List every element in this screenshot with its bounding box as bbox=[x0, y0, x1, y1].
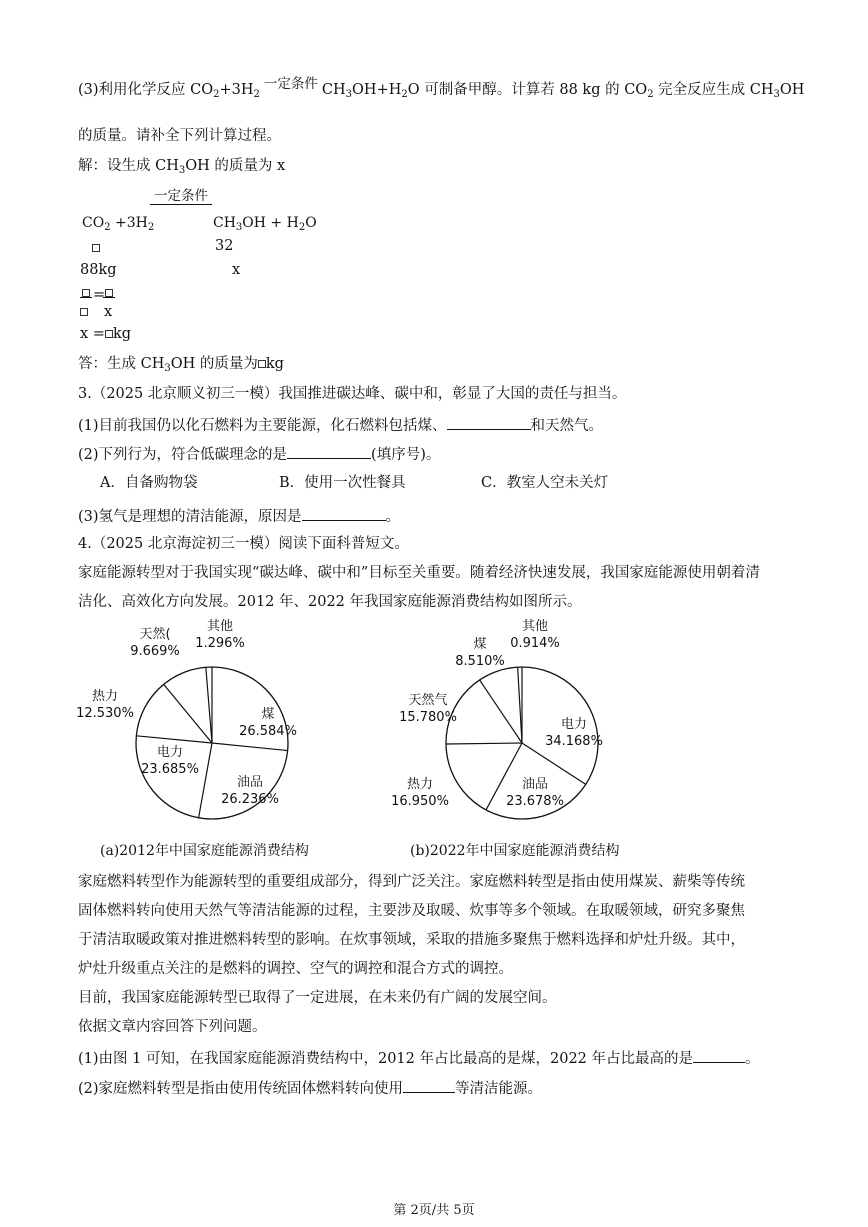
eq-left: $CO_2 +3H_2$ bbox=[82, 215, 155, 233]
slice-value-label: 34.168% bbox=[545, 734, 603, 749]
slice-label: 其他 bbox=[521, 619, 549, 634]
slice-label: 热力 bbox=[91, 689, 119, 704]
eq-right: $CH_3OH + H_2O$ bbox=[213, 215, 317, 233]
slice-value-label: 0.914% bbox=[510, 636, 560, 651]
pie-chart-2012 bbox=[60, 618, 420, 843]
slice-value-label: 8.510% bbox=[455, 654, 505, 669]
text: OH 的质量为 x bbox=[185, 158, 286, 174]
slice-value-label: 16.950% bbox=[391, 794, 449, 809]
text: (1)目前我国仍以化石燃料为主要能源，化石燃料包括煤、 bbox=[78, 418, 447, 434]
text: OH 的质量为 bbox=[170, 356, 258, 372]
text: 等清洁能源。 bbox=[455, 1081, 543, 1097]
q4-question1 bbox=[78, 1048, 760, 1068]
q4-para2-line3: 于清洁取暖政策对推进燃料转型的影响。在炊事领域，采取的措施多聚焦于燃料选择和炉灶升级。其中， bbox=[78, 932, 745, 948]
text: OH + H bbox=[242, 215, 299, 231]
text: CH bbox=[321, 82, 346, 98]
answer-blank[interactable] bbox=[403, 1078, 455, 1093]
text: (3)利用化学反应 CO bbox=[78, 82, 214, 98]
slice-label: 电力 bbox=[156, 745, 184, 760]
q4-para4: 依据文章内容回答下列问题。 bbox=[78, 1019, 267, 1035]
slice-label: 其他 bbox=[206, 619, 234, 634]
equals-sign: = bbox=[93, 287, 106, 303]
text: +3H bbox=[110, 215, 148, 231]
q4-para2-line4: 炉灶升级重点关注的是燃料的调控、空气的调控和混合方式的调控。 bbox=[78, 961, 513, 977]
text: 。 bbox=[385, 509, 401, 525]
text: CH bbox=[213, 215, 236, 231]
proportion-num-left bbox=[80, 285, 92, 298]
slice-value-label: 23.685% bbox=[141, 762, 199, 777]
text: OH bbox=[779, 82, 805, 98]
text: (2)下列行为，符合低碳理念的是 bbox=[78, 447, 288, 463]
text: 答：生成 CH bbox=[78, 356, 165, 372]
q3-sub3-line1: (3)利用化学反应 $CO_2+3H_2$ 一定条件 $CH_3OH+H_2O$ 可制备甲醇。计算若 88 kg 的 $CO_2$ 完全反应生成 $CH_3OH$ bbox=[78, 76, 805, 100]
x-result bbox=[80, 326, 131, 343]
slice-value-label: 12.530% bbox=[76, 706, 134, 721]
slice-value-label: 9.669% bbox=[130, 644, 180, 659]
text: 完全反应生成 CH bbox=[653, 82, 774, 98]
slice-value-label: 26.236% bbox=[221, 792, 279, 807]
text: O 可制备甲醇。计算若 88 kg 的 CO bbox=[407, 82, 648, 98]
slice-value-label: 23.678% bbox=[506, 794, 564, 809]
text: CO bbox=[82, 215, 105, 231]
slice-label: 油品 bbox=[521, 777, 549, 792]
option-a: A．自备购物袋 bbox=[100, 475, 198, 491]
proportion-den-right: x bbox=[104, 304, 113, 320]
q3-part2 bbox=[78, 444, 440, 464]
solution-intro: 解：设生成 $CH_3OH$ 的质量为 x bbox=[78, 158, 286, 176]
chart-caption-2012: (a)2012年中国家庭能源消费结构 bbox=[100, 843, 309, 859]
q3-part1 bbox=[78, 415, 603, 435]
slice-value-label: 15.780% bbox=[399, 710, 457, 725]
text: (2)家庭燃料转型是指由使用传统固体燃料转向使用 bbox=[78, 1081, 404, 1097]
answer-blank[interactable] bbox=[287, 444, 371, 459]
text: (填序号)。 bbox=[371, 447, 441, 463]
condition-text: 一定条件 bbox=[263, 76, 318, 92]
eq-condition: 一定条件 bbox=[150, 188, 212, 205]
slice-label: 油品 bbox=[236, 775, 264, 790]
text: x = bbox=[80, 326, 105, 342]
chart-caption-2022: (b)2022年中国家庭能源消费结构 bbox=[410, 843, 620, 859]
slice-label: 天然气 bbox=[408, 693, 448, 708]
text: kg bbox=[112, 326, 132, 342]
pie-chart-2022 bbox=[370, 618, 730, 843]
q3-sub3-line2: 的质量。请补全下列计算过程。 bbox=[78, 128, 281, 144]
slice-value-label: 1.296% bbox=[195, 636, 245, 651]
option-b: B．使用一次性餐具 bbox=[279, 475, 406, 491]
blank-box bbox=[92, 240, 100, 257]
mass-left: 88kg bbox=[80, 262, 117, 278]
q4-para2-line1: 家庭燃料转型作为能源转型的重要组成部分，得到广泛关注。家庭燃料转型是指由使用煤炭、薪柴等传统 bbox=[78, 874, 745, 890]
text: +3H bbox=[219, 82, 254, 98]
answer-line: 答：生成 $CH_3OH$ 的质量为 kg bbox=[78, 356, 284, 374]
slice-label: 电力 bbox=[560, 717, 588, 732]
text: kg bbox=[265, 356, 284, 372]
text: (3)氢气是理想的清洁能源，原因是 bbox=[78, 509, 302, 525]
slice-label: 天然( bbox=[139, 627, 171, 642]
q4-para1-line2: 洁化、高效化方向发展。2012 年、2022 年我国家庭能源消费结构如图所示。 bbox=[78, 594, 582, 610]
q4-para3: 目前，我国家庭能源转型已取得了一定进展，在未来仍有广阔的发展空间。 bbox=[78, 990, 557, 1006]
text: OH+H bbox=[352, 82, 402, 98]
q3-title: 3.（2025 北京顺义初三一模）我国推进碳达峰、碳中和，彰显了大国的责任与担当。 bbox=[78, 386, 627, 402]
slice-label: 煤 bbox=[473, 637, 487, 652]
q4-question2 bbox=[78, 1078, 542, 1098]
answer-blank[interactable] bbox=[302, 506, 386, 521]
text: (1)由图 1 可知，在我国家庭能源消费结构中，2012 年占比最高的是煤，2022 年占比最高的是 bbox=[78, 1051, 694, 1067]
option-c: C．教室人空未关灯 bbox=[481, 475, 609, 491]
answer-blank[interactable] bbox=[693, 1048, 745, 1063]
text: 解：设生成 CH bbox=[78, 158, 179, 174]
text: O bbox=[305, 215, 317, 231]
q4-title: 4.（2025 北京海淀初三一模）阅读下面科普短文。 bbox=[78, 536, 409, 552]
slice-label: 煤 bbox=[261, 707, 275, 722]
q4-para1-line1: 家庭能源转型对于我国实现“碳达峰、碳中和”目标至关重要。随着经济快速发展，我国家庭能源使用朝着清 bbox=[78, 565, 760, 581]
text: 和天然气。 bbox=[530, 418, 604, 434]
proportion-num-right bbox=[103, 285, 115, 298]
page-footer: 第 2页/共 5页 bbox=[393, 1203, 475, 1218]
text: 。 bbox=[745, 1051, 760, 1067]
mass-right: x bbox=[232, 262, 241, 278]
q4-para2-line2: 固体燃料转向使用天然气等清洁能源的过程，主要涉及取暖、炊事等多个领域。在取暖领域，研究多聚焦 bbox=[78, 903, 745, 919]
answer-blank[interactable] bbox=[447, 415, 531, 430]
slice-label: 热力 bbox=[406, 777, 434, 792]
blank-box bbox=[80, 304, 88, 321]
slice-value-label: 26.584% bbox=[239, 724, 297, 739]
q3-part3 bbox=[78, 506, 400, 526]
molar-mass-right: 32 bbox=[215, 238, 234, 254]
